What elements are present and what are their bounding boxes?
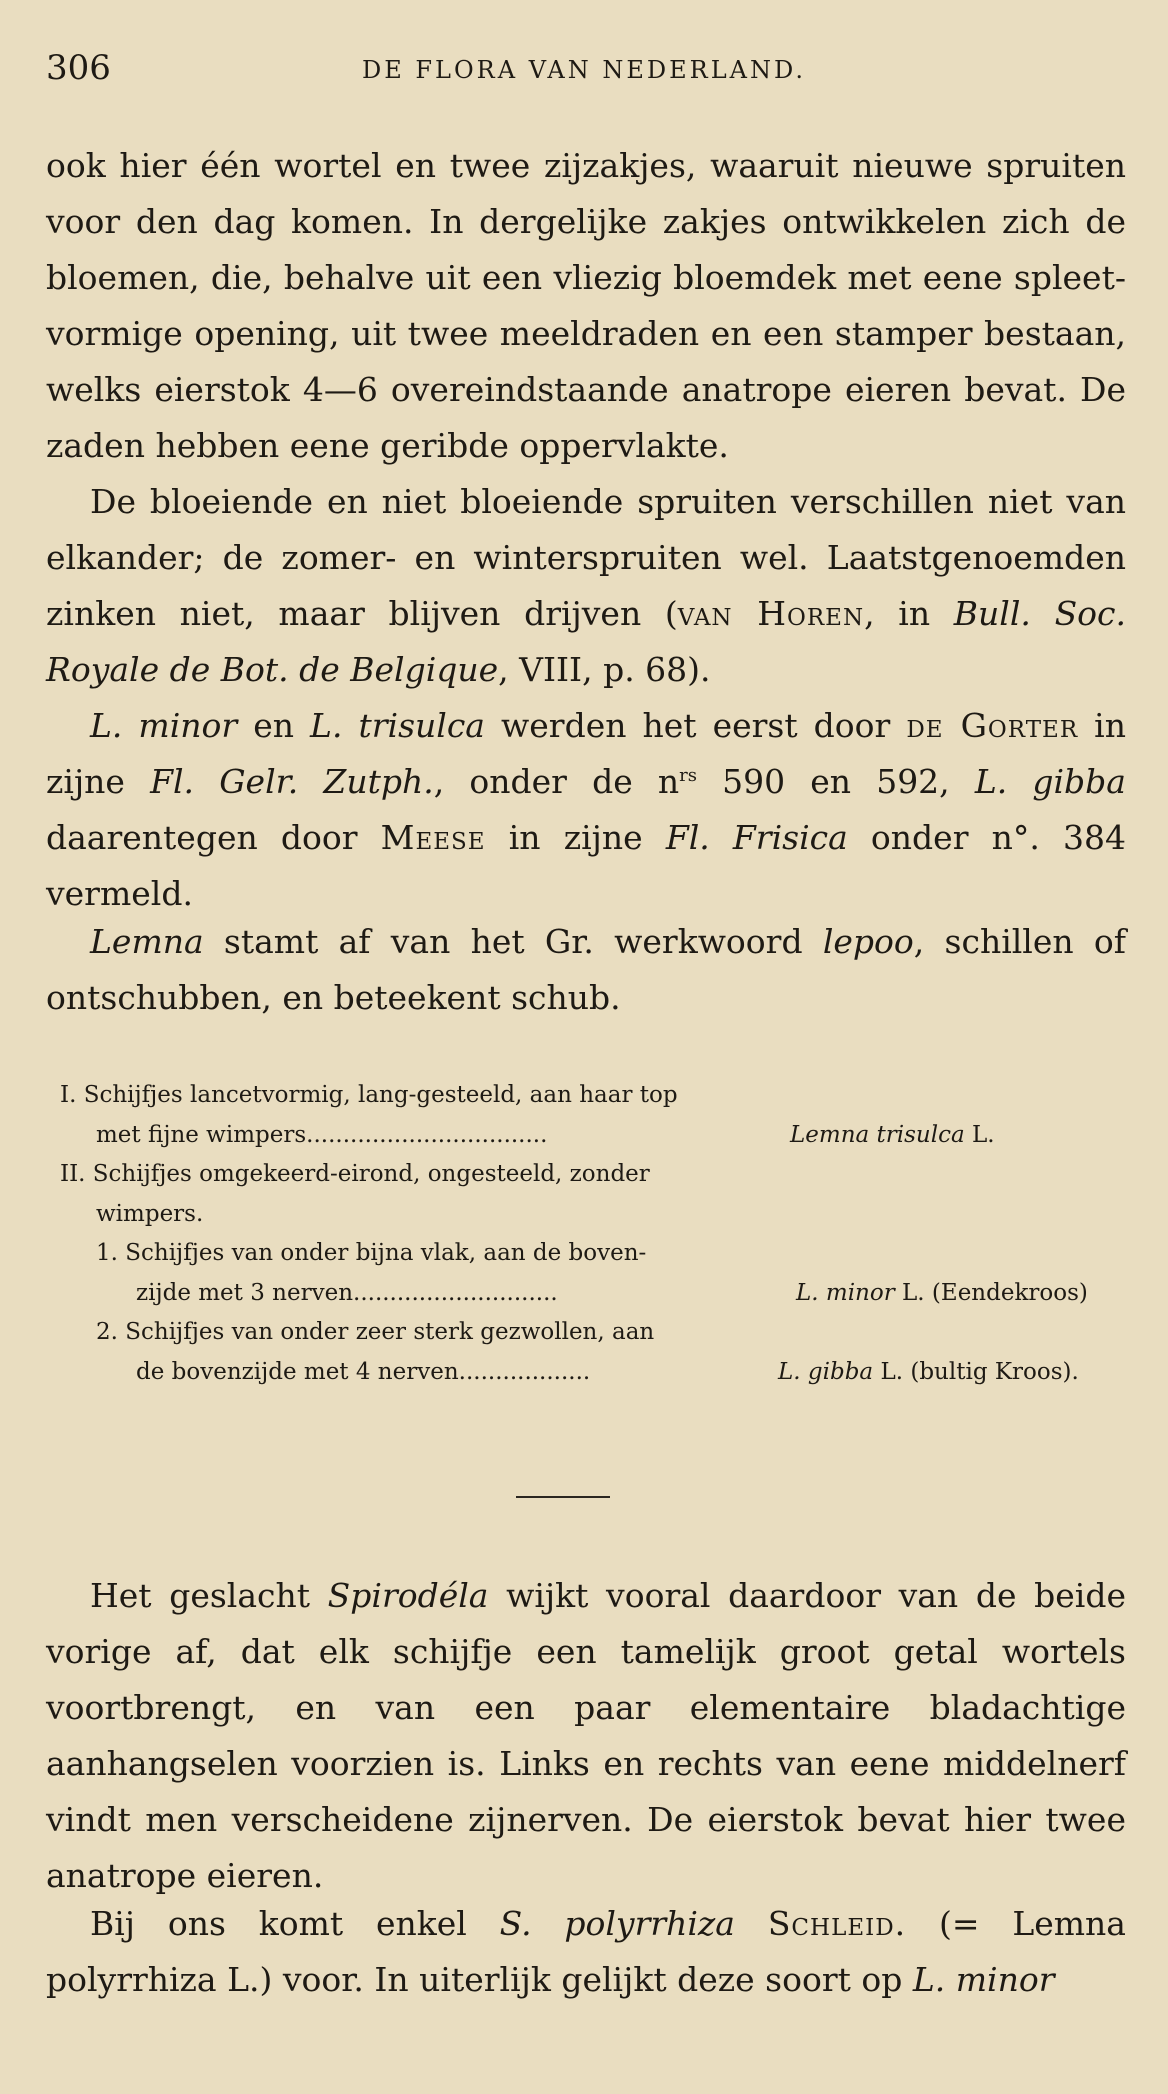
paragraph-1 [46, 138, 1126, 474]
key-line: II. Schijfjes omgekeerd-eirond, ongesteeld, zonder [60, 1161, 650, 1187]
key-line: 1. Schijfjes van onder bijna vlak, aan de boven- [96, 1240, 647, 1266]
text-line: zaden hebben eene geribde oppervlakte. [46, 426, 729, 465]
text-run: en [237, 706, 311, 745]
running-title: DE FLORA VAN NEDERLAND. [362, 56, 806, 84]
genus-name: Lemna [90, 922, 204, 961]
author-name: de Gorter [906, 706, 1079, 745]
key-line: wimpers. [96, 1200, 204, 1227]
text-run: (= Lemna polyrrhiza L.) voor. In uiterlijk gelijkt deze soort op [46, 1904, 1126, 1999]
page-number: 306 [46, 48, 111, 88]
paragraph-4 [46, 914, 1126, 1026]
key-line: I. Schijfjes lancetvormig, lang-gesteeld, aan haar top [60, 1082, 678, 1108]
page-header [46, 48, 1122, 96]
key-line: 2. Schijfjes van onder zeer sterk gezwollen, aan [96, 1319, 655, 1345]
paragraph-2 [46, 474, 1126, 698]
text-line: bloemen, die, behalve uit een vliezig bloemdek met eene spleet- [46, 258, 1126, 297]
paragraph-3 [46, 698, 1126, 922]
genus-name: Spirodéla [327, 1576, 489, 1615]
text-run: , VIII, p. 68). [498, 650, 711, 689]
text-line: ook hier één wortel en twee zijzakjes, waaruit nieuwe spruiten [46, 146, 1126, 185]
identification-key [60, 1076, 1130, 1392]
author-name: Meese [380, 818, 486, 857]
superscript: rs [679, 765, 697, 786]
text-run: Het geslacht [90, 1576, 328, 1615]
section-divider [516, 1496, 610, 1498]
key-author: L. (bultig Kroos). [880, 1358, 1079, 1385]
text-run: Bij ons komt enkel [90, 1904, 500, 1943]
key-species: Lemna trisulca [790, 1121, 965, 1148]
journal-reference: Bull. Soc. Royale de Bot. de Belgique [46, 594, 1127, 689]
text-line: welks eierstok 4—6 overeindstaande anatrope eieren bevat. De [46, 370, 1126, 409]
key-author: L. (Eendekroos) [902, 1279, 1088, 1306]
key-species: L. minor [796, 1279, 895, 1306]
species-name: S. polyrrhiza [499, 1904, 735, 1943]
key-species: L. gibba [778, 1358, 874, 1385]
paragraph-6 [46, 1896, 1126, 2008]
author-name: Schleid. [767, 1904, 907, 1943]
species-name: L. gibba [974, 762, 1126, 801]
species-name: L. minor [90, 706, 238, 745]
text-run: onder n°. 384 vermeld. [46, 818, 1127, 913]
text-line: voor den dag komen. In dergelijke zakjes ontwikkelen zich de [46, 202, 1126, 241]
key-line: de bovenzijde met 4 nerven.................. [136, 1358, 591, 1385]
text-run: in zijne [485, 818, 666, 857]
text-run: stamt af van het Gr. werkwoord [203, 922, 823, 961]
key-author: L. [972, 1121, 995, 1148]
text-run: 590 en 592, [696, 762, 975, 801]
text-run: De bloeiende en niet bloeiende spruiten verschillen niet van elkander; de zomer- en winterspruiten wel. Laatstgenoemden zinken niet, maar blijven drijven ( [46, 482, 1126, 633]
text-run: , schillen of ontschubben, en beteekent schub. [46, 922, 1126, 1017]
key-line: met fijne wimpers................................. [96, 1121, 548, 1148]
text-run: daarentegen door [46, 818, 381, 857]
text-run: werden het eerst door [484, 706, 907, 745]
text-run: , onder de n [433, 762, 680, 801]
text-line: vormige opening, uit twee meeldraden en een stamper bestaan, [46, 314, 1126, 353]
work-title: Fl. Gelr. Zutph. [150, 762, 434, 801]
text-run: wijkt vooral daardoor van de beide vorige af, dat elk schijfje een tamelijk groot getal wortels voortbrengt, en van een paar elementaire bladachtige aanhangselen voorzien is. Links en rechts van eene middelnerf vindt men verscheidene zijnerven. De eierstok bevat hier twee anatrope eieren. [46, 1576, 1126, 1895]
key-line: zijde met 3 nerven............................ [136, 1279, 558, 1306]
text-run: , in [864, 594, 954, 633]
species-name: L. trisulca [310, 706, 485, 745]
species-name: L. minor [912, 1960, 1055, 1999]
text-run: in zijne [46, 706, 1126, 801]
greek-word: lepoo [822, 922, 914, 961]
work-title: Fl. Frisica [665, 818, 848, 857]
author-name: van Horen [677, 594, 865, 633]
paragraph-5 [46, 1568, 1126, 1904]
